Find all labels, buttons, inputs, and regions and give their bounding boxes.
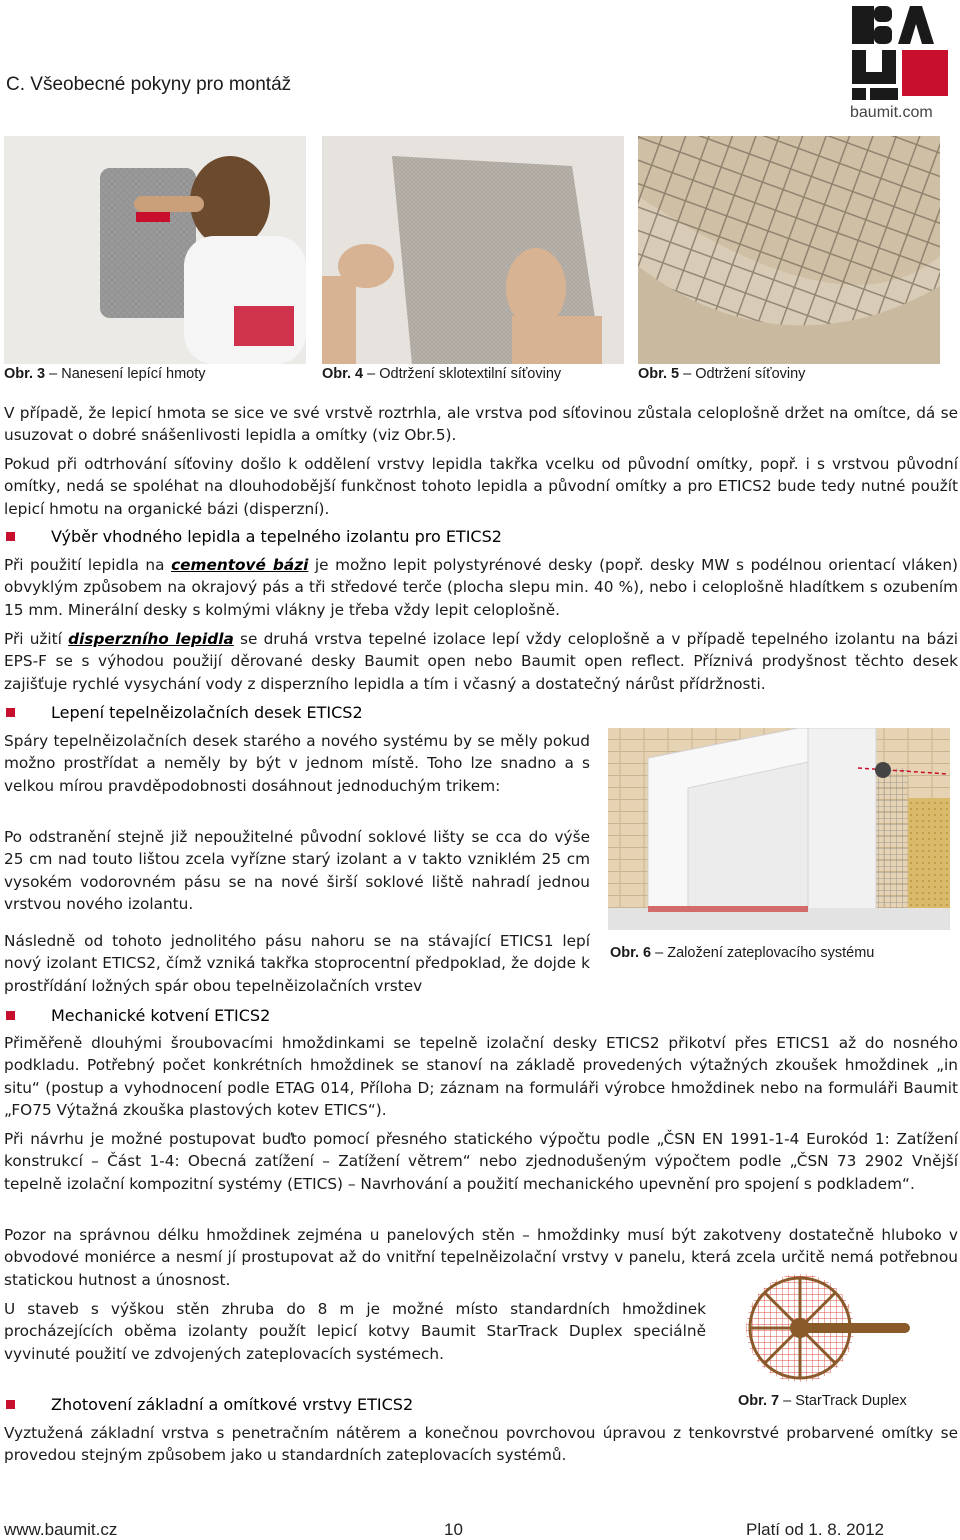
paragraph-design: Při návrhu je možné postupovat buďto pomocí přesného statického výpočtu podle „ČSN EN 1991-1-4 Eurokód 1: Zatížení konstrukcí – Část 1-4: Obecná zatížení – Zatížení větrem“ nebo zjednodušeným výpočtem podle „ČSN 73 2902 Vnější tepelně izolační kompozitní systémy (ETICS) – Navrhování a použití mechanického upevnění pro spojení s podkladem“. — [4, 1130, 958, 1193]
paragraph-joints: Spáry tepelněizolačních desek starého a nového systému by se měly pokud možno prostřídat a neměly by být v jednom místě. Toho lze snadno a s velkou mírou pravděpodobnosti dosáhnout jednoduchým trikem: — [4, 732, 590, 795]
heading-mechanical-anchoring — [6, 1006, 270, 1025]
section-title: C. Všeobecné pokyny pro montáž — [6, 74, 292, 95]
paragraph-screw-anchors: Přiměřeně dlouhými šroubovacími hmoždinkami se tepelně izolační desky ETICS2 přikotví přes ETICS1 až do nosného podkladu. Potřebný počet konkrétních hmoždinek se stanoví na základě provedených výtažných zkoušek hmoždinek „in situ“ (postup a vyhodnocení podle ETAG 014, Příloha D; záznam na formuláři výrobce hmoždinek nebo na formuláři Baumit „FO75 Výtažná zkouška plastových kotev ETICS“). — [4, 1034, 958, 1119]
caption-fig6-label: Obr. 6 — [610, 945, 652, 961]
photo-tearing-mesh — [322, 136, 624, 364]
logo-url: baumit.com — [850, 104, 933, 121]
illustration-etics-layers — [608, 728, 950, 930]
heading-text: Lepení tepelněizolačních desek ETICS2 — [51, 703, 363, 722]
p4-emphasis: disperzního lepidla — [68, 630, 234, 648]
paragraph-base-layer: Vyztužená základní vrstva s penetračním nátěrem a konečnou povrchovou úpravou z tenkovrstvé probarvené omítky se provedou stejným způsobem jako u standardních zateplovacích systémů. — [4, 1424, 958, 1465]
paragraph-dispersion-adhesive — [4, 628, 958, 695]
caption-fig7-label: Obr. 7 — [738, 1393, 780, 1409]
p3-start: Při použití lepidla na — [4, 556, 172, 574]
paragraph-adhesion-good: V případě, že lepicí hmota se sice ve své vrstvě roztrhla, ale vrstva pod síťovinou zůstala celoplošně držet na omítce, dá se usuzovat o dobré snášenlivosti lepidla a omítky (viz Obr.5). — [4, 404, 958, 445]
p3-emphasis: cementové bázi — [171, 556, 309, 574]
p4-start: Při užití — [4, 630, 69, 648]
heading-text: Zhotovení základní a omítkové vrstvy ETICS2 — [51, 1395, 414, 1414]
paragraph-anchor-length: Pozor na správnou délku hmoždinek zejména u panelových stěn – hmoždinky musí být zakotveny dostatečně hluboko v obvodové moniérce a nesmí jí prostupovat až do vnitřní tepelněizolační vrstvy v panelu, která zcela určitě nemá potřebnou statickou hutnost a únosnost. — [4, 1226, 958, 1289]
paragraph-cement-adhesive — [4, 554, 958, 621]
p4-rest: se druhá vrstva tepelné izolace lepí vždy celoplošně a v případě tepelného izolantu na bázi EPS-F se s výhodou použijí děrované desky Baumit open nebo Baumit open reflect. Příznivá prodyšnost těchto desek zajišťuje rychlé vysychání vody z disperzního lepidla a tím i včasný a dostatečný nárůst přídržnosti. — [4, 630, 958, 693]
heading-gluing-boards — [6, 703, 363, 722]
caption-fig6 — [610, 945, 874, 961]
paragraph-adhesion-bad: Pokud při odtrhování síťoviny došlo k oddělení vrstvy lepidla takřka vcelku od původní omítky, popř. i s vrstvou původní omítky, nedá se spoléhat na dlouhodobější funkčnost tohoto lepidla a původní omítky a pro ETICS2 bude tedy nutné použít lepicí hmotu na organické bázi (disperzní). — [4, 455, 958, 518]
caption-fig5-label: Obr. 5 — [638, 366, 680, 382]
bullet-square-icon — [6, 532, 15, 541]
paragraph-base-strip: Po odstranění stejně již nepoužitelné původní soklové lišty se cca do výše 25 cm nad touto lištou zcela vyřízne starý izolant a v takto vzniklém 25 cm vysokém vodorovném pásu se na nové širší soklové liště nahradí jednou vrstvou nového izolantu. — [4, 828, 590, 913]
caption-fig3-label: Obr. 3 — [4, 366, 46, 382]
caption-fig4-text: – Odtržení sklotextilní síťoviny — [367, 366, 562, 382]
caption-fig5 — [638, 366, 805, 382]
illustration-startrack-duplex — [740, 1270, 920, 1388]
baumit-logo — [848, 2, 956, 124]
caption-fig5-text: – Odtržení síťoviny — [683, 366, 806, 382]
footer-page-number: 10 — [444, 1520, 463, 1539]
photo-mesh-detail — [638, 136, 940, 364]
bullet-square-icon — [6, 1400, 15, 1409]
footer-website-link[interactable]: www.baumit.cz — [4, 1520, 118, 1539]
p3-rest: je možno lepit polystyrénové desky (popř. desky MW s podélnou orientací vláken) obvyklým způsobem na okrajový pás a tři středové terče (plocha slepu min. 40 %), nebo i celoplošně hladítkem s ozubením 15 mm. Minerální desky s kolmými vlákny je třeba vždy lepit celoplošně. — [4, 556, 959, 619]
bullet-square-icon — [6, 708, 15, 717]
caption-fig6-text: – Založení zateplovacího systému — [655, 945, 875, 961]
caption-fig3-text: – Nanesení lepící hmoty — [49, 366, 206, 382]
heading-base-layer — [6, 1395, 413, 1414]
caption-fig3 — [4, 366, 206, 382]
paragraph-new-insulation: Následně od tohoto jednolitého pásu nahoru se na stávající ETICS1 lepí nový izolant ETICS2, čímž vzniká takřka stoprocentní předpoklad, že dojde k prostřídání ložných spár obou tepelněizolačních vrstev — [4, 932, 590, 995]
caption-fig7-text: – StarTrack Duplex — [783, 1393, 907, 1409]
heading-text: Mechanické kotvení ETICS2 — [51, 1006, 271, 1025]
caption-fig7 — [738, 1393, 907, 1409]
heading-choice-adhesive — [6, 527, 502, 546]
bullet-square-icon — [6, 1011, 15, 1020]
footer-validity: Platí od 1. 8. 2012 — [746, 1520, 884, 1539]
paragraph-startrack: U staveb s výškou stěn zhruba do 8 m je možné místo standardních hmoždinek procházejících oběma izolanty použít lepicí kotvy Baumit StarTrack Duplex speciálně vyvinuté použití ve zdvojených zateplovacích systémech. — [4, 1300, 706, 1363]
caption-fig4-label: Obr. 4 — [322, 366, 364, 382]
photo-applying-adhesive — [4, 136, 306, 364]
caption-fig4 — [322, 366, 561, 382]
heading-text: Výběr vhodného lepidla a tepelného izolantu pro ETICS2 — [51, 527, 502, 546]
